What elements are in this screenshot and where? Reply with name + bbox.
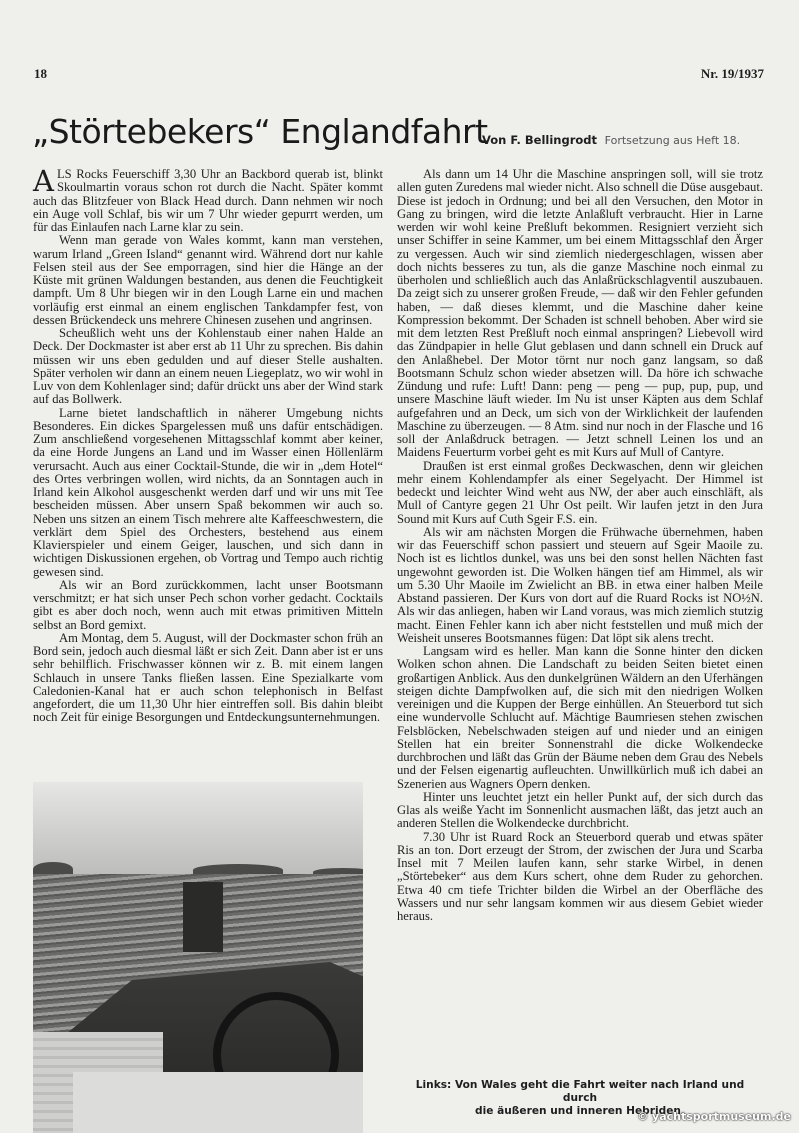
photo-winch [183,882,223,952]
caption-line: die äußeren und inneren Hebriden. [475,1105,685,1117]
paragraph: 7.30 Uhr ist Ruard Rock an Steuerbord querab und etwas später Ris an ton. Dort erzeugt der Strom, der zwischen der Jura und Scarba Insel mit 7 Meilen laufen kann, sehr starke Wirbel, in denen „Störtebeker“ aus dem Kurs schert, ohne dem Ruder zu gehorchen. Etwa 40 cm tiefe Trichter bilden die Wirbel an der Oberfläche des Wassers und nur sehr langsam kommen wir aus diesem Gebiet wieder heraus. [397,829,763,923]
paragraph: Langsam wird es heller. Man kann die Sonne hinter den dicken Wolken schon ahnen. Die Landschaft zu beiden Seiten bietet einen großartigen Anblick. Aus den dunkelgrünen Wäldern an den Uferhängen steigen dichte Dampfwolken auf, die sich mit den niedrigen Wolken vereinigen und die Kuppen der Berge einhüllen. An Steuerbord tut sich eine wundervolle Schlucht auf. Mächtige Baumriesen stehen zwischen Felsblöcken, Nebelschwaden steigen auf und nieder und an einigen Stellen hat ein breiter Sonnenstrahl die dicke Wolkendecke durchbrochen und läßt das Grün der Bäume neben dem Grau des Nebels und der Felsen eigenartig aufleuchten. Unwillkürlich muß ich dabei an Szenerien aus Wagners Opern denken. [397,644,763,791]
paragraph: Als wir am nächsten Morgen die Frühwache übernehmen, haben wir das Feuerschiff schon passiert und steuern auf Sgeir Maoile zu. Noch ist es lichtlos dunkel, was uns bei den sonst hellen Nächten fast ungewohnt geworden ist. Die Wolken hängen tief am Himmel, als wir um 5.30 Uhr Maoile im Zwielicht an BB. in etwa einer halben Meile Abstand passieren. Der Kurs von dort auf die Ruard Rocks ist NO½N. Als wir das anliegen, haben wir Land voraus, was mich ziemlich stutzig macht. Einen Fehler kann ich aber nicht feststellen und muß mich der Weisheit unseres Bootsmannes fügen: Dat löpt sik alens trecht. [397,524,763,645]
paragraph: Hinter uns leuchtet jetzt ein heller Punkt auf, der sich durch das Glas als weiße Yacht im Sonnenlicht ausmachen läßt, das jetzt auch an anderen Stellen die Wolkendecke durchbricht. [397,789,763,831]
caption-line: Links: Von Wales geht die Fahrt weiter nach Irland und durch [415,1079,745,1104]
paragraph: Larne bietet landschaftlich in näherer Umgebung nichts Besonderes. Ein dickes Spargelessen muß uns dafür entschädigen. Zum anschließend vorgesehenen Mittagsschlaf kommt aber keiner, da eine Horde Jungens an Land und im Wasser einen Höllenlärm verursacht. Auch aus einer Cocktail-Stunde, die wir in „dem Hotel“ des Ortes verbringen wollen, wird nichts, da an Sonntagen auch in Irland kein Alkohol ausgeschenkt werden darf und wir uns mit Tee bescheiden müssen. Aber unsern Spaß bekommen wir auch so. Neben uns sitzen an einem Tisch mehrere alte Kaffeeschwestern, die verklärt dem Spiel des Orchesters, bestehend aus einem Klavierspieler und einem Geiger, lauschen, und sich dann in wichtigen Diskussionen ergehen, ob Vortrag und Tempo auch richtig gewesen sind. [33,405,383,579]
paragraph-text: LS Rocks Feuerschiff 3,30 Uhr an Backbord querab ist, blinkt Skoulmartin voraus schon rot durch die Nacht. Später kommt auch das Blitzfeuer von Black Head durch. Dann nehmen wir noch ein Auge voll Schlaf, bis wir um 7 Uhr wieder gepurrt werden, um für das Einlaufen nach Larne klar zu sein. [33,167,383,234]
paragraph: Scheußlich weht uns der Kohlenstaub einer nahen Halde an Deck. Der Dockmaster ist aber erst ab 11 Uhr zu sprechen. Bis dahin müssen wir uns eben gedulden und auf dieser Stelle aushalten. Später verholen wir dann an einem neuen Liegeplatz, wo wir wohl in Luv von dem Kohlenlager sind; dafür drückt uns aber der Wind stark auf das Bollwerk. [33,326,383,407]
author: Von F. Bellingrodt [482,133,598,147]
left-column [33,164,383,725]
right-column [397,168,763,923]
paragraph: Als wir an Bord zurückkommen, lacht unser Bootsmann verschmitzt; er hat sich unser Pech schon vorher gedacht. Cocktails gibt es aber doch noch, wenn auch mit etwas primitiven Mitteln selbst an Bord gemixt. [33,577,383,632]
paragraph: Als dann um 14 Uhr die Maschine anspringen soll, will sie trotz allen guten Zuredens mal wieder nicht. Also schnell die Düse ausgebaut. Diese ist jedoch in Ordnung; und bei all den Versuchen, den Motor in Gang zu bringen, wird die letzte Anlaßluft verbraucht. Hier in Larne werden wir wohl keine Preßluft bekommen. Resigniert verzieht sich unser Schiffer in seine Kammer, um bei einem Mittagsschlaf den Ärger zu vergessen. Auch wir sind ziemlich niedergeschlagen, wissen aber doch nichts besseres zu tun, als die ganze Maschine noch einmal zu überholen und schließlich auch das Anlaßrückschlagventil auszubauen. Da zeigt sich zu unserer großen Freude, — daß wir den Fehler gefunden haben, — daß dieses klemmt, und die Maschine daher keine Kompression bekommt. Der Schaden ist schnell behoben. Aber wird sie mit dem letzten Rest Preßluft noch einmal anspringen? Liebevoll wird das Zündpapier in helle Glut geblasen und dann schnell ein Druck auf den Anlaßhebel. Der Motor törnt nur noch ganz langsam, so daß Bootsmann Schulz schon wieder absetzen will. Da höre ich schwache Zündung und rufe: Luft! Dann: peng — peng — pup, pup, pup, und unsere Maschine läuft wieder. Im Nu ist unser Käpten aus dem Schlaf aufgefahren und an Deck, um sich von der Wirklichkeit der laufenden Maschine zu überzeugen. — 8 Atm. sind nur noch in der Flasche und 16 soll der Anlaßdruck betragen. — Jetzt schnell Leinen los und an Maidens Feuerturm vorbei geht es mit Kurs auf Mull of Cantyre. [397,167,763,460]
boat-photo [33,782,363,1133]
paragraph [33,164,383,234]
drop-cap: A [33,164,54,198]
issue-number: Nr. 19/1937 [700,66,764,81]
paragraph: Am Montag, dem 5. August, will der Dockmaster schon früh an Bord sein, jedoch auch diesmal läßt er sich Zeit. Dann aber ist er uns sehr behilflich. Frischwasser können wir z. B. mit einem langen Schlauch in unsere Tanks fließen lassen. Eine Spezialkarte vom Caledonien-Kanal hat er auch schon telephonisch in Belfast angefordert, die um 11,30 Uhr hier eintreffen soll. Bis dahin bleibt noch Zeit für einige Besorgungen und Entdeckungsunternehmungen. [33,630,383,725]
watermark: © yachtsportmuseum.de [637,1110,791,1123]
photo-sky [33,782,363,874]
paragraph: Wenn man gerade von Wales kommt, kann man verstehen, warum Irland „Green Island“ genannt wird. Während dort nur kahle Felsen steil aus der See emporragen, sind hier die Hänge an der Küste mit grünen Waldungen bestanden, aus denen die Feuchtigkeit dampft. Um 8 Uhr biegen wir in den Lough Larne ein und machen vorläufig erst einmal an einem englischen Tankdampfer fest, von dessen Brückendeck uns mehrere Chinesen zusehen und angrinsen. [33,233,383,327]
page-number: 18 [34,66,47,81]
byline [482,133,740,147]
article-title: „Störtebekers“ Englandfahrt [32,112,488,151]
continuation-note: Fortsetzung aus Heft 18. [604,134,741,147]
paragraph: Draußen ist erst einmal großes Deckwaschen, denn wir gleichen mehr einem Kohlendampfer als einer Segelyacht. Der Himmel ist bedeckt und leichter Wind weht aus NW, der aber auch einschläft, als Mull of Cantyre gegen 21 Uhr Ost peilt. Wir laufen jetzt in den Jura Sound mit Kurs auf Cuth Sgeir F.S. ein. [397,458,763,526]
photo-seat [73,1072,363,1133]
